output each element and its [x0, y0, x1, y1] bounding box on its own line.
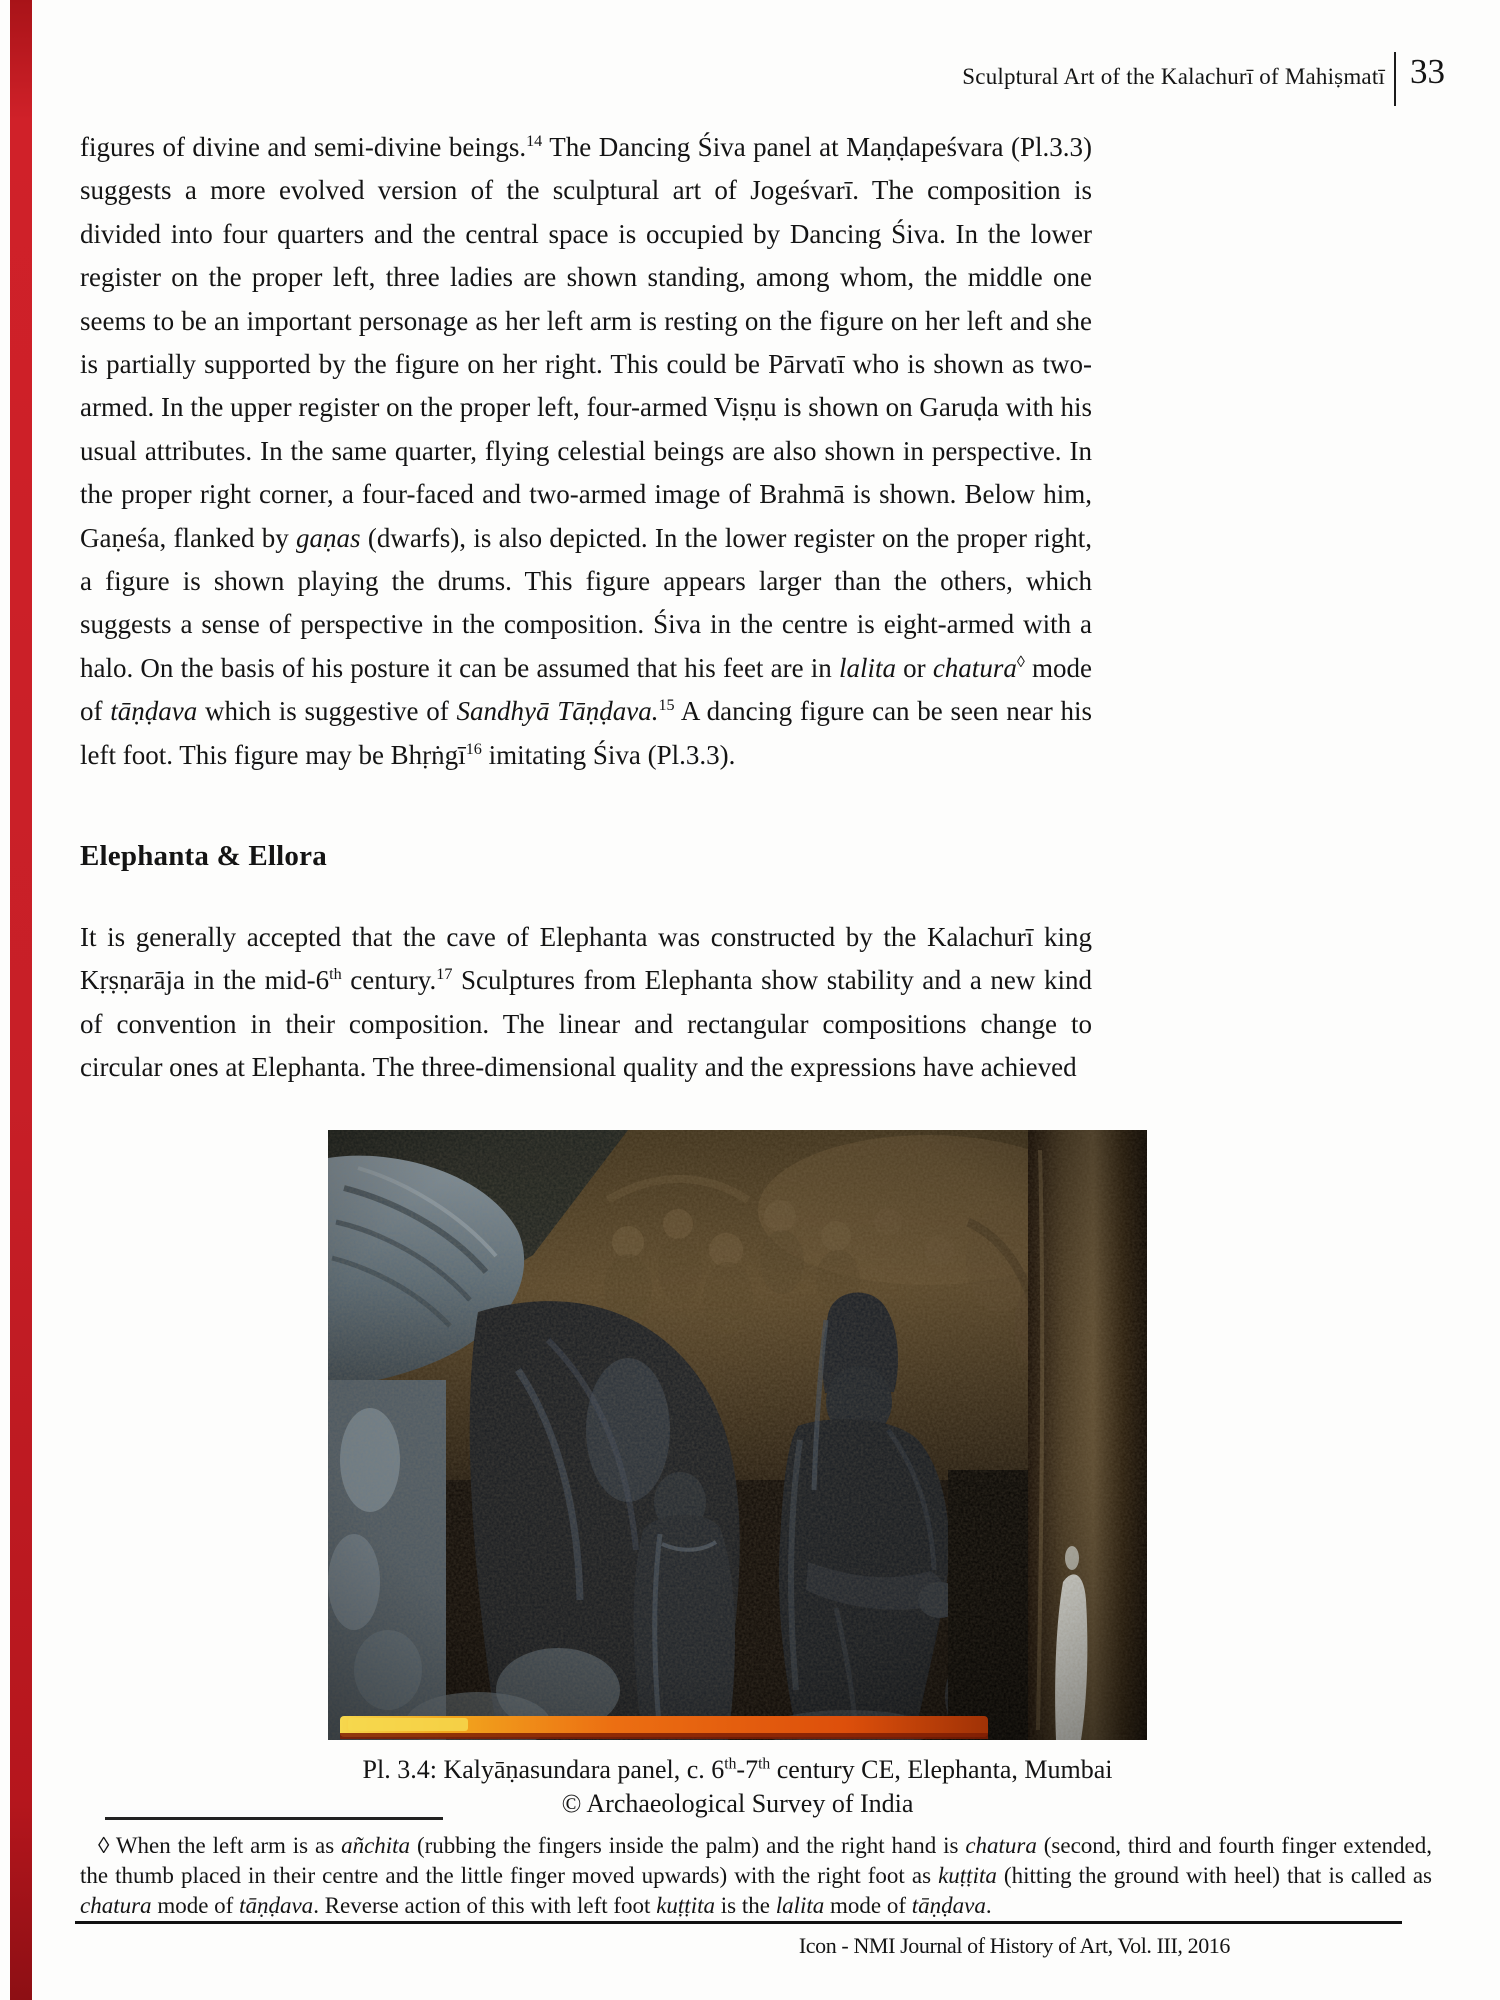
kalyanasundara-panel-photo: [328, 1130, 1147, 1740]
header-divider: [1394, 52, 1396, 106]
railing-bar: [340, 1716, 988, 1739]
paragraph-dancing-siva: figures of divine and semi-divine beings.$^{14}$ The Dancing Śiva panel at Maṇḍapeśvara (Pl.3.3) suggests a more evolved version of the sculptural art of Jogeśvarī. The composition is divided into four quarters and the central space is occupied by Dancing Śiva. In the lower register on the proper left, three ladies are shown standing, among whom, the middle one seems to be an important personage as her left arm is resting on the figure on her left and she is partially supported by the figure on her right. This could be Pārvatī who is shown as two-armed. In the upper register on the proper left, four-armed Viṣṇu is shown on Garuḍa with his usual attributes. In the same quarter, flying celestial beings are also shown in perspective. In the proper right corner, a four-faced and two-armed image of Brahmā is shown. Below him, Gaṇeśa, flanked by gaṇas (dwarfs), is also depicted. In the lower register on the proper right, a figure is shown playing the drums. This figure appears larger than the others, which suggests a sense of perspective in the composition. Śiva in the centre is eight-armed with a halo. On the basis of his posture it can be assumed that his feet are in lalita or chatura◊ mode of tāṇḍava which is suggestive of Sandhyā Tāṇḍava.$^{15}$ A dancing figure can be seen near his left foot. This figure may be Bhṛṅgī$^{16}$ imitating Śiva (Pl.3.3).: [80, 132, 1092, 770]
page-number: 33: [1410, 52, 1445, 91]
railing-bar-underline: [340, 1733, 988, 1739]
paragraph-elephanta: It is generally accepted that the cave of Elephanta was constructed by the Kalachurī king Kṛṣṇarāja in the mid-6th century.$^{17}$ Sculptures from Elephanta show stability and a new kind of convention in their composition. The linear and rectangular compositions change to circular ones at Elephanta. The three-dimensional quality and the expressions have achieved: [80, 922, 1092, 1083]
vignette: [328, 1130, 1147, 1740]
left-edge-red-stripe: [10, 0, 32, 2000]
figure-caption: [328, 1753, 1147, 1821]
running-header-title: Sculptural Art of the Kalachurī of Mahiṣmatī: [962, 64, 1385, 89]
plate-3-4-photo: [328, 1130, 1147, 1740]
footer-rule: [75, 1921, 1402, 1924]
caption-line-2: © Archaeological Survey of India: [561, 1789, 914, 1818]
railing-bar-yellow-end: [348, 1718, 468, 1731]
footnote-text: ◊ When the left arm is as añchita (rubbing the fingers inside the palm) and the right hand is chatura (second, third and fourth finger extended, the thumb placed in their centre and the little finger moved upwards) with the right foot as kuṭṭita (hitting the ground with heel) that is called as chatura mode of tāṇḍava. Reverse action of this with left foot kuṭṭita is the lalita mode of tāṇḍava.: [80, 1833, 1432, 1918]
section-heading-elephanta-ellora: Elephanta & Ellora: [80, 840, 327, 872]
footnote-separator-rule: [105, 1817, 443, 1820]
caption-line-1: Pl. 3.4: Kalyāṇasundara panel, c. 6th-7th century CE, Elephanta, Mumbai: [362, 1755, 1113, 1784]
journal-footer: Icon - NMI Journal of History of Art, Vol. III, 2016: [798, 1933, 1230, 1958]
